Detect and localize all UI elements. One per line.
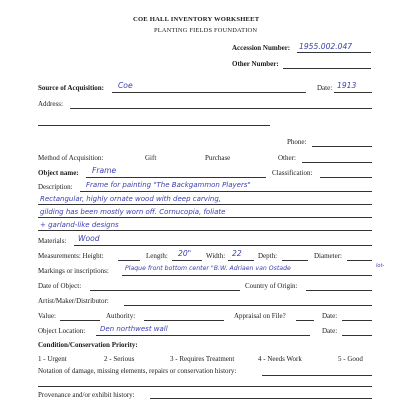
- description-rule-1: [80, 191, 372, 192]
- phone-label: Phone:: [287, 138, 307, 146]
- location-date-label: Date:: [322, 327, 338, 335]
- provenance-line: [150, 398, 372, 399]
- object-name-value: Frame: [92, 166, 117, 175]
- length-line: [172, 260, 202, 261]
- source-line: [112, 92, 306, 93]
- appraisal-label: Appraisal on File?: [234, 312, 286, 320]
- measurements-label: Measurements: Height:: [38, 252, 104, 260]
- country-label: Country of Origin:: [245, 282, 298, 290]
- worksheet-subtitle: PLANTING FIELDS FOUNDATION: [154, 27, 258, 34]
- accession-line: [297, 52, 371, 53]
- length-value: 20": [178, 249, 192, 258]
- markings-value: Plaque front bottom center "B.W. Adriaen van Ostade: [125, 265, 291, 272]
- phone-line: [312, 146, 372, 147]
- method-purchase: Purchase: [205, 154, 231, 162]
- appraisal-line: [296, 320, 314, 321]
- description-label: Description:: [38, 183, 73, 191]
- description-line-1: Frame for painting "The Backgammon Players": [86, 181, 251, 189]
- description-rule-3: [38, 217, 372, 218]
- value-label: Value:: [38, 312, 56, 320]
- authority-line: [144, 320, 224, 321]
- method-gift: Gift: [145, 154, 157, 162]
- authority-label: Authority:: [106, 312, 136, 320]
- classification-line: [320, 177, 372, 178]
- address-label: Address:: [38, 100, 63, 108]
- notation-label: Notation of damage, missing elements, repairs or conservation history:: [38, 367, 237, 375]
- width-value: 22: [232, 249, 242, 258]
- other-number-line: [283, 68, 371, 69]
- materials-value: Wood: [78, 234, 100, 243]
- markings-label: Markings or inscriptions:: [38, 267, 109, 275]
- country-line: [306, 290, 372, 291]
- value-date-label: Date:: [322, 312, 338, 320]
- diameter-line: [347, 260, 372, 261]
- depth-line: [282, 260, 308, 261]
- condition-option-1: 1 - Urgent: [38, 355, 67, 363]
- markings-margin-note: lot-: [376, 263, 385, 269]
- height-line: [118, 260, 140, 261]
- condition-option-3: 3 - Requires Treatment: [170, 355, 235, 363]
- artist-line: [124, 305, 372, 306]
- description-line-3: gilding has been mostly worn off. Cornucopia, foliate: [40, 208, 226, 216]
- diameter-label: Diameter:: [314, 252, 342, 260]
- artist-label: Artist/Maker/Distributor:: [38, 297, 109, 305]
- width-label: Width:: [206, 252, 226, 260]
- object-name-line: [86, 177, 266, 178]
- object-location-value: Den northwest wall: [100, 325, 168, 333]
- source-label: Source of Acquisition:: [38, 84, 104, 92]
- address-line-1: [70, 108, 372, 109]
- condition-option-2: 2 - Serious: [104, 355, 135, 363]
- accession-label: Accession Number:: [232, 44, 291, 52]
- condition-option-5: 5 - Good: [338, 355, 363, 363]
- date-of-object-line: [90, 290, 240, 291]
- date-of-object-label: Date of Object:: [38, 282, 82, 290]
- condition-option-4: 4 - Needs Work: [258, 355, 302, 363]
- materials-label: Materials:: [38, 237, 67, 245]
- source-value: Coe: [118, 81, 133, 90]
- method-other-label: Other:: [278, 154, 296, 162]
- address-line-2: [38, 125, 270, 126]
- description-rule-4: [38, 230, 372, 231]
- method-label: Method of Acquisition:: [38, 154, 104, 162]
- description-rule-2: [38, 204, 372, 205]
- description-line-2: Rectangular, highly ornate wood with deep carving,: [40, 195, 221, 203]
- classification-label: Classification:: [272, 169, 313, 177]
- markings-line: [122, 275, 372, 276]
- length-label: Length:: [146, 252, 168, 260]
- object-location-label: Object Location:: [38, 327, 86, 335]
- width-line: [228, 260, 254, 261]
- notation-line-2: [38, 386, 372, 387]
- date-value: 1913: [337, 81, 357, 90]
- depth-label: Depth:: [258, 252, 278, 260]
- materials-line: [74, 245, 372, 246]
- provenance-label: Provenance and/or exhibit history:: [38, 391, 135, 399]
- object-name-label: Object name:: [38, 169, 79, 177]
- object-location-line: [96, 335, 310, 336]
- date-line: [334, 92, 372, 93]
- worksheet-title: COE HALL INVENTORY WORKSHEET: [133, 16, 260, 23]
- accession-value: 1955.002.047: [299, 42, 353, 51]
- notation-line-1: [262, 375, 372, 376]
- description-line-4: + garland-like designs: [40, 221, 119, 229]
- condition-heading: Condition/Conservation Priority:: [38, 341, 138, 349]
- other-number-label: Other Number:: [232, 60, 279, 68]
- location-date-line: [342, 335, 372, 336]
- method-other-line: [302, 162, 372, 163]
- value-line: [60, 320, 100, 321]
- date-label: Date:: [317, 84, 333, 92]
- value-date-line: [342, 320, 372, 321]
